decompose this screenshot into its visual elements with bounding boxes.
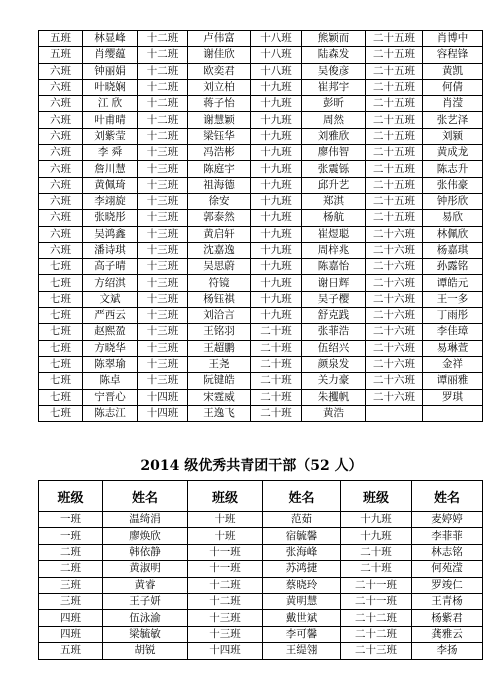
class-cell: 十三班 <box>138 193 188 209</box>
class-cell: 十九班 <box>251 226 302 242</box>
name-cell: 谭丽雅 <box>423 373 483 389</box>
table-row <box>39 324 483 340</box>
name-cell: 王铭羽 <box>188 324 251 340</box>
name-cell: 龚雅云 <box>412 626 483 642</box>
class-cell: 二十班 <box>341 544 412 560</box>
class-cell: 一班 <box>39 528 103 544</box>
name-cell: 吴鸿鑫 <box>83 226 138 242</box>
table-row <box>39 259 483 275</box>
name-cell: 容程锋 <box>423 47 483 63</box>
section-heading: 2014 级优秀共青团干部（52 人） <box>140 458 363 474</box>
class-cell: 十九班 <box>251 177 302 193</box>
class-cell <box>366 405 423 421</box>
column-header: 班级 <box>341 481 412 512</box>
name-cell: 钟丽娟 <box>83 63 138 79</box>
name-cell: 陈志江 <box>83 405 138 421</box>
name-cell: 肖滢 <box>423 96 483 112</box>
class-cell: 十二班 <box>138 79 188 95</box>
class-cell: 十班 <box>188 512 263 528</box>
name-cell: 邱升艺 <box>302 177 366 193</box>
class-cell: 二十六班 <box>366 242 423 258</box>
class-cell: 二十五班 <box>366 161 423 177</box>
table-row <box>39 291 483 307</box>
class-cell: 十二班 <box>138 112 188 128</box>
name-cell: 林志铭 <box>412 544 483 560</box>
class-cell: 二十一班 <box>341 593 412 609</box>
class-cell: 五班 <box>39 31 83 47</box>
class-cell: 三班 <box>39 593 103 609</box>
name-cell <box>423 405 483 421</box>
class-cell: 六班 <box>39 79 83 95</box>
class-cell: 十三班 <box>138 242 188 258</box>
name-cell: 林佩欣 <box>423 226 483 242</box>
class-cell: 十一班 <box>188 561 263 577</box>
name-cell: 刘洽言 <box>188 308 251 324</box>
name-cell: 谢慧颖 <box>188 112 251 128</box>
name-cell: 刘雅欣 <box>302 128 366 144</box>
name-cell: 李翊旋 <box>83 193 138 209</box>
class-cell: 一班 <box>39 512 103 528</box>
name-cell: 钟彤欣 <box>423 193 483 209</box>
class-cell: 二十班 <box>251 356 302 372</box>
name-cell: 蔡晓玲 <box>263 577 341 593</box>
class-cell: 二十五班 <box>366 145 423 161</box>
class-cell: 七班 <box>39 389 83 405</box>
class-cell: 二十班 <box>251 389 302 405</box>
class-cell: 二十班 <box>251 373 302 389</box>
table-row <box>39 242 483 258</box>
table-row <box>39 405 483 421</box>
name-cell: 祖海德 <box>188 177 251 193</box>
class-cell: 十三班 <box>138 340 188 356</box>
name-cell: 谭皓元 <box>423 275 483 291</box>
class-cell: 十九班 <box>251 242 302 258</box>
class-cell: 四班 <box>39 610 103 626</box>
name-cell: 熊颖而 <box>302 31 366 47</box>
class-cell: 二十二班 <box>341 610 412 626</box>
class-cell: 二十五班 <box>366 96 423 112</box>
name-cell: 金祥 <box>423 356 483 372</box>
class-cell: 七班 <box>39 308 83 324</box>
class-cell: 十九班 <box>251 193 302 209</box>
class-cell: 六班 <box>39 63 83 79</box>
column-header: 姓名 <box>103 481 188 512</box>
class-cell: 二十班 <box>251 405 302 421</box>
name-cell: 谢日辉 <box>302 275 366 291</box>
class-cell: 七班 <box>39 291 83 307</box>
class-cell: 二班 <box>39 561 103 577</box>
class-cell: 十三班 <box>138 324 188 340</box>
class-cell: 六班 <box>39 112 83 128</box>
name-cell: 杨紫君 <box>412 610 483 626</box>
class-cell: 二班 <box>39 544 103 560</box>
name-cell: 周梓兆 <box>302 242 366 258</box>
name-cell: 黄浩 <box>302 405 366 421</box>
name-cell: 符镜 <box>188 275 251 291</box>
class-cell: 十九班 <box>341 528 412 544</box>
class-cell: 二十六班 <box>366 389 423 405</box>
class-cell: 六班 <box>39 210 83 226</box>
name-cell: 易琳萱 <box>423 340 483 356</box>
class-cell: 六班 <box>39 193 83 209</box>
name-cell: 关力豪 <box>302 373 366 389</box>
name-cell: 杨航 <box>302 210 366 226</box>
class-cell: 三班 <box>39 577 103 593</box>
class-cell: 二十五班 <box>366 112 423 128</box>
class-cell: 十四班 <box>138 389 188 405</box>
class-cell: 二十班 <box>341 561 412 577</box>
name-cell: 陈翠瑜 <box>83 356 138 372</box>
name-cell: 伍泳渝 <box>103 610 188 626</box>
class-cell: 十三班 <box>138 259 188 275</box>
name-cell: 苏鸿捷 <box>263 561 341 577</box>
name-cell: 徐安 <box>188 193 251 209</box>
name-cell: 孙露铭 <box>423 259 483 275</box>
table-row <box>39 31 483 47</box>
class-cell: 十二班 <box>188 593 263 609</box>
name-cell: 赵熙盈 <box>83 324 138 340</box>
class-cell: 二十五班 <box>366 63 423 79</box>
class-cell: 十九班 <box>251 79 302 95</box>
class-cell: 十二班 <box>138 47 188 63</box>
table-row <box>39 210 483 226</box>
class-cell: 十三班 <box>138 226 188 242</box>
class-cell: 二十五班 <box>366 177 423 193</box>
class-cell: 十八班 <box>251 63 302 79</box>
name-cell: 王逸飞 <box>188 405 251 421</box>
table-row <box>39 561 483 577</box>
class-cell: 六班 <box>39 161 83 177</box>
name-cell: 彭昕 <box>302 96 366 112</box>
name-cell: 方绍淇 <box>83 275 138 291</box>
name-cell: 郑淇 <box>302 193 366 209</box>
class-cell: 二十二班 <box>341 626 412 642</box>
table-row <box>39 177 483 193</box>
name-cell: 肖缨蕴 <box>83 47 138 63</box>
name-cell: 韩依静 <box>103 544 188 560</box>
table-row <box>39 643 483 659</box>
name-cell: 郭泰然 <box>188 210 251 226</box>
class-cell: 二十五班 <box>366 79 423 95</box>
name-cell: 丁雨彤 <box>423 308 483 324</box>
class-cell: 十三班 <box>188 610 263 626</box>
class-cell: 二十六班 <box>366 340 423 356</box>
name-cell: 黄佩琦 <box>83 177 138 193</box>
class-cell: 二十一班 <box>341 577 412 593</box>
table-row <box>39 63 483 79</box>
name-cell: 崔煜聪 <box>302 226 366 242</box>
name-cell: 宋霆威 <box>188 389 251 405</box>
name-cell: 欧奕君 <box>188 63 251 79</box>
name-cell: 张海峰 <box>263 544 341 560</box>
table-row <box>39 528 483 544</box>
table-row <box>39 79 483 95</box>
table-row <box>39 47 483 63</box>
class-cell: 十三班 <box>138 275 188 291</box>
name-cell: 梁毓敏 <box>103 626 188 642</box>
class-cell: 二十五班 <box>366 210 423 226</box>
class-cell: 十九班 <box>251 259 302 275</box>
name-cell: 朱攫帆 <box>302 389 366 405</box>
name-cell: 范茹 <box>263 512 341 528</box>
table-row <box>39 373 483 389</box>
name-cell: 杨钰祺 <box>188 291 251 307</box>
name-cell: 卢伟富 <box>188 31 251 47</box>
table-row <box>39 512 483 528</box>
class-cell: 十三班 <box>138 145 188 161</box>
name-cell: 胡锐 <box>103 643 188 659</box>
name-cell: 李扬 <box>412 643 483 659</box>
table-row <box>39 626 483 642</box>
class-cell: 十八班 <box>251 47 302 63</box>
name-cell: 潘诗琪 <box>83 242 138 258</box>
class-cell: 十三班 <box>138 210 188 226</box>
class-cell: 十三班 <box>138 177 188 193</box>
class-cell: 十二班 <box>188 577 263 593</box>
name-cell: 廖焕欣 <box>103 528 188 544</box>
name-cell: 罗琪 <box>423 389 483 405</box>
class-cell: 二十六班 <box>366 291 423 307</box>
column-header: 班级 <box>188 481 263 512</box>
name-cell: 王一多 <box>423 291 483 307</box>
class-cell: 七班 <box>39 324 83 340</box>
name-cell: 舒克践 <box>302 308 366 324</box>
name-cell: 林显峰 <box>83 31 138 47</box>
table-row <box>39 145 483 161</box>
name-cell: 文斌 <box>83 291 138 307</box>
class-cell: 六班 <box>39 242 83 258</box>
name-cell: 梁钰华 <box>188 128 251 144</box>
class-cell: 七班 <box>39 356 83 372</box>
class-cell: 十八班 <box>251 31 302 47</box>
table-row <box>39 128 483 144</box>
name-cell: 易欣 <box>423 210 483 226</box>
class-cell: 五班 <box>39 47 83 63</box>
class-cell: 七班 <box>39 259 83 275</box>
class-cell: 十三班 <box>188 626 263 642</box>
name-cell: 陈嘉怡 <box>302 259 366 275</box>
name-cell: 黄成龙 <box>423 145 483 161</box>
name-cell: 叶晓娴 <box>83 79 138 95</box>
name-cell: 伍绍兴 <box>302 340 366 356</box>
class-cell: 十九班 <box>251 308 302 324</box>
class-cell: 七班 <box>39 373 83 389</box>
class-cell: 二十五班 <box>366 193 423 209</box>
table-row <box>39 544 483 560</box>
name-cell: 吴子樱 <box>302 291 366 307</box>
name-cell: 颜泉发 <box>302 356 366 372</box>
class-cell: 二十五班 <box>366 47 423 63</box>
name-cell: 王尧 <box>188 356 251 372</box>
name-cell: 叶甫晴 <box>83 112 138 128</box>
name-cell: 宿毓馨 <box>263 528 341 544</box>
class-cell: 二十班 <box>251 340 302 356</box>
name-cell: 陈庭宇 <box>188 161 251 177</box>
name-cell: 温绮涓 <box>103 512 188 528</box>
class-cell: 七班 <box>39 405 83 421</box>
class-cell: 二十六班 <box>366 356 423 372</box>
class-cell: 十九班 <box>251 112 302 128</box>
name-cell: 黄明慧 <box>263 593 341 609</box>
name-cell: 黄淑明 <box>103 561 188 577</box>
name-cell: 崔邦宇 <box>302 79 366 95</box>
table-row <box>39 275 483 291</box>
name-cell: 刘立柏 <box>188 79 251 95</box>
table-row <box>39 610 483 626</box>
class-cell: 二十六班 <box>366 373 423 389</box>
name-cell: 周然 <box>302 112 366 128</box>
class-cell: 十九班 <box>251 161 302 177</box>
class-cell: 六班 <box>39 145 83 161</box>
top-roster-table <box>38 30 483 422</box>
class-cell: 十三班 <box>138 291 188 307</box>
table-row <box>39 112 483 128</box>
class-cell: 七班 <box>39 275 83 291</box>
name-cell: 李佳璋 <box>423 324 483 340</box>
class-cell: 十二班 <box>138 31 188 47</box>
name-cell: 张菲浩 <box>302 324 366 340</box>
class-cell: 十四班 <box>188 643 263 659</box>
name-cell: 阮键皓 <box>188 373 251 389</box>
table-row <box>39 593 483 609</box>
name-cell: 肖博中 <box>423 31 483 47</box>
class-cell: 十二班 <box>138 96 188 112</box>
table-row <box>39 356 483 372</box>
class-cell: 二十五班 <box>366 128 423 144</box>
class-cell: 二十五班 <box>366 31 423 47</box>
name-cell: 谢佳欣 <box>188 47 251 63</box>
name-cell: 吴俊彦 <box>302 63 366 79</box>
class-cell: 二十三班 <box>341 643 412 659</box>
name-cell: 张晓彤 <box>83 210 138 226</box>
name-cell: 刘颍 <box>423 128 483 144</box>
name-cell: 高子晴 <box>83 259 138 275</box>
name-cell: 黄睿 <box>103 577 188 593</box>
name-cell: 江 欣 <box>83 96 138 112</box>
name-cell: 麦婷婷 <box>412 512 483 528</box>
class-cell: 二十六班 <box>366 226 423 242</box>
name-cell: 陈卓 <box>83 373 138 389</box>
name-cell: 罗竣仁 <box>412 577 483 593</box>
name-cell: 杨嘉琪 <box>423 242 483 258</box>
class-cell: 十二班 <box>138 63 188 79</box>
name-cell: 张震铄 <box>302 161 366 177</box>
name-cell: 吴思蔚 <box>188 259 251 275</box>
name-cell: 戴世斌 <box>263 610 341 626</box>
class-cell: 十一班 <box>188 544 263 560</box>
class-cell: 十九班 <box>251 210 302 226</box>
name-cell: 詹川慧 <box>83 161 138 177</box>
class-cell: 二十六班 <box>366 324 423 340</box>
name-cell: 王超鹏 <box>188 340 251 356</box>
name-cell: 宁晋心 <box>83 389 138 405</box>
name-cell: 何倩 <box>423 79 483 95</box>
class-cell: 十三班 <box>138 373 188 389</box>
class-cell: 十班 <box>188 528 263 544</box>
name-cell: 蒋子怡 <box>188 96 251 112</box>
class-cell: 十九班 <box>251 96 302 112</box>
class-cell: 二十六班 <box>366 308 423 324</box>
table-row <box>39 308 483 324</box>
class-cell: 六班 <box>39 177 83 193</box>
bottom-roster-table <box>38 480 483 660</box>
table-row <box>39 161 483 177</box>
table-row <box>39 193 483 209</box>
class-cell: 十九班 <box>251 145 302 161</box>
column-header: 班级 <box>39 481 103 512</box>
name-cell: 黄凯 <box>423 63 483 79</box>
class-cell: 二十六班 <box>366 275 423 291</box>
name-cell: 沈嘉逸 <box>188 242 251 258</box>
class-cell: 十九班 <box>251 291 302 307</box>
name-cell: 方晓华 <box>83 340 138 356</box>
class-cell: 十九班 <box>251 275 302 291</box>
name-cell: 王子妍 <box>103 593 188 609</box>
name-cell: 何苑滢 <box>412 561 483 577</box>
table-header-row <box>39 481 483 512</box>
class-cell: 六班 <box>39 96 83 112</box>
name-cell: 严西云 <box>83 308 138 324</box>
column-header: 姓名 <box>263 481 341 512</box>
name-cell: 王青杨 <box>412 593 483 609</box>
name-cell: 黄启轩 <box>188 226 251 242</box>
name-cell: 李 舜 <box>83 145 138 161</box>
class-cell: 六班 <box>39 128 83 144</box>
class-cell: 二十班 <box>251 324 302 340</box>
name-cell: 刘紫莹 <box>83 128 138 144</box>
class-cell: 十九班 <box>251 128 302 144</box>
name-cell: 李可馨 <box>263 626 341 642</box>
class-cell: 十三班 <box>138 308 188 324</box>
class-cell: 十三班 <box>138 161 188 177</box>
name-cell: 李菲菲 <box>412 528 483 544</box>
class-cell: 十二班 <box>138 128 188 144</box>
name-cell: 张伟豪 <box>423 177 483 193</box>
table-row <box>39 226 483 242</box>
class-cell: 十四班 <box>138 405 188 421</box>
class-cell: 十三班 <box>138 356 188 372</box>
table-row <box>39 96 483 112</box>
name-cell: 王缇翎 <box>263 643 341 659</box>
column-header: 姓名 <box>412 481 483 512</box>
class-cell: 五班 <box>39 643 103 659</box>
name-cell: 廖伟智 <box>302 145 366 161</box>
class-cell: 十九班 <box>341 512 412 528</box>
class-cell: 二十六班 <box>366 259 423 275</box>
name-cell: 陈志升 <box>423 161 483 177</box>
table-row <box>39 340 483 356</box>
table-row <box>39 389 483 405</box>
name-cell: 冯浩彬 <box>188 145 251 161</box>
name-cell: 张艺泽 <box>423 112 483 128</box>
table-row <box>39 577 483 593</box>
class-cell: 四班 <box>39 626 103 642</box>
class-cell: 六班 <box>39 226 83 242</box>
name-cell: 陆森发 <box>302 47 366 63</box>
class-cell: 七班 <box>39 340 83 356</box>
